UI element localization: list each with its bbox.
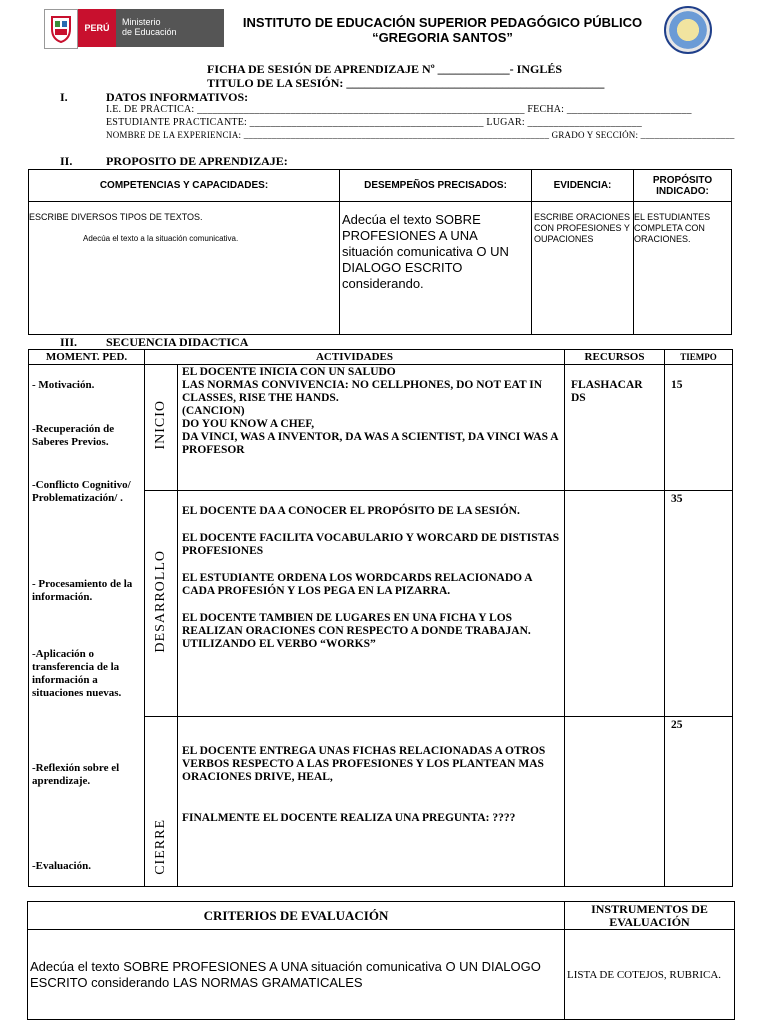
institute-seal-icon [664, 6, 712, 54]
institute-title [230, 15, 655, 45]
session-title-line: TITULO DE LA SESIÓN: ___________________________________________ [207, 76, 605, 90]
instrumentos-header: INSTRUMENTOS DE EVALUACIÓN [565, 902, 735, 930]
instrumento-cell [565, 930, 735, 1020]
section-3-number: III. [60, 335, 78, 349]
moment-header: MOMENT. PED. [29, 350, 145, 365]
cierre-recursos-cell [565, 717, 665, 887]
desarrollo-tiempo-cell [665, 491, 733, 717]
estudiante-field: ESTUDIANTE PRACTICANTE: _____________________________________________ LUGAR: ______________________ [106, 117, 642, 128]
experiencia-field: NOMBRE DE LA EXPERIENCIA: _________________________________________________________________ GRADO Y SECCIÓN: ____________________ [106, 130, 735, 140]
inicio-recursos-cell [565, 365, 665, 491]
desempenos-header: DESEMPEÑOS PRECISADOS: [340, 170, 532, 202]
institute-name: INSTITUTO DE EDUCACIÓN SUPERIOR PEDAGÓGICO PÚBLICO [242, 15, 643, 30]
desarrollo-activities-cell [178, 491, 565, 717]
phase-desarrollo-label: DESARROLLO [153, 549, 168, 653]
section-1-number: I. [60, 90, 68, 104]
section-2-number: II. [60, 154, 73, 168]
inicio-activity-5: DA VINCI, WAS A INVENTOR, DA WAS A SCIENTIST, DA VINCI WAS A PROFESOR [182, 431, 558, 456]
section-3-title: SECUENCIA DIDACTICA [106, 335, 249, 349]
competencias-cell [29, 202, 340, 335]
cierre-tiempo: 25 [671, 719, 683, 731]
proposito-indicado-cell [634, 202, 732, 335]
proposito-table [28, 169, 732, 335]
desempeno-text: Adecúa el texto SOBRE PROFESIONES A UNA situación comunicativa O UN DIALOGO ESCRITO considerando. [342, 212, 509, 291]
phase-cierre-cell [145, 717, 178, 887]
moment-reflexion: -Reflexión sobre el aprendizaje. [32, 762, 120, 787]
tiempo-header: TIEMPO [665, 350, 733, 365]
desempeno-cell [340, 202, 532, 335]
phase-desarrollo-cell [145, 491, 178, 717]
logo-country-label: PERÚ [78, 9, 116, 47]
ficha-title: FICHA DE SESIÓN DE APRENDIZAJE Nº ____________- INGLÉS [207, 62, 563, 76]
cierre-tiempo-cell [665, 717, 733, 887]
instrumento-text: LISTA DE COTEJOS, RUBRICA. [567, 968, 722, 981]
desarrollo-activity-2: EL DOCENTE FACILITA VOCABULARIO Y WORCARD DE DISTISTAS PROFESIONES [182, 532, 560, 557]
evidencia-text: ESCRIBE ORACIONES CON PROFESIONES Y OUPACIONES [534, 212, 631, 244]
inicio-tiempo: 15 [671, 379, 683, 391]
phase-inicio-cell [145, 365, 178, 491]
peru-shield-icon [44, 9, 78, 49]
institute-subname: “GREGORIA SANTOS” [372, 30, 513, 45]
moment-saberes-previos: -Recuperación de Saberes Previos. [32, 423, 115, 448]
inicio-activity-1: EL DOCENTE INICIA CON UN SALUDO [182, 366, 396, 378]
criterios-header: CRITERIOS DE EVALUACIÓN [28, 902, 565, 930]
moments-cell [29, 365, 145, 887]
proposito-indicado-text: EL ESTUDIANTES COMPLETA CON ORACIONES. [634, 212, 711, 244]
cierre-activities-cell [178, 717, 565, 887]
competencias-header: COMPETENCIAS Y CAPACIDADES: [29, 170, 340, 202]
desarrollo-activity-3: EL ESTUDIANTE ORDENA LOS WORDCARDS RELACIONADO A CADA PROFESIÓN Y LOS PEGA EN LA PIZARRA. [182, 572, 532, 597]
secuencia-table [28, 349, 733, 887]
moment-aplicacion: -Aplicación o transferencia de la información a situaciones nuevas. [32, 648, 122, 699]
evidencia-header: EVIDENCIA: [532, 170, 634, 202]
criterio-text: Adecúa el texto SOBRE PROFESIONES A UNA situación comunicativa O UN DIALOGO ESCRITO considerando LAS NORMAS GRAMATICALES [30, 958, 541, 990]
desarrollo-activity-1: EL DOCENTE DA A CONOCER EL PROPÓSITO DE LA SESIÓN. [182, 505, 520, 517]
section-2-title: PROPOSITO DE APRENDIZAJE: [106, 154, 288, 168]
inicio-tiempo-cell [665, 365, 733, 491]
evidencia-cell [532, 202, 634, 335]
inicio-recurso: FLASHACAR DS [571, 379, 643, 404]
desarrollo-recursos-cell [565, 491, 665, 717]
moment-motivacion: - Motivación. [32, 379, 95, 391]
logo-ministry-label [116, 9, 224, 47]
inicio-activity-4: DO YOU KNOW A CHEF, [182, 418, 315, 430]
cierre-activity-2: FINALMENTE EL DOCENTE REALIZA UNA PREGUNTA: ???? [182, 812, 516, 824]
criterios-table [27, 901, 735, 1020]
moment-conflicto: -Conflicto Cognitivo/ Problematización/ . [32, 479, 131, 504]
section-1-title: DATOS INFORMATIVOS: [106, 90, 249, 104]
inicio-activities-cell [178, 365, 565, 491]
logo-ministry-line1: Ministerio [122, 17, 161, 27]
proposito-header: PROPÓSITO INDICADO: [634, 170, 732, 202]
competencia-text: ESCRIBE DIVERSOS TIPOS DE TEXTOS. [29, 212, 203, 222]
ministry-logo [44, 9, 224, 47]
cierre-activity-1: EL DOCENTE ENTREGA UNAS FICHAS RELACIONADAS A OTROS VERBOS RESPECTO A LAS PROFESIONES Y LOS PLANTEAN MAS ORACIONES DRIVE, HEAL, [182, 745, 546, 783]
logo-ministry-line2: de Educación [122, 27, 177, 37]
inicio-activity-2: LAS NORMAS CONVIVENCIA: NO CELLPHONES, DO NOT EAT IN CLASSES, RISE THE HANDS. [182, 379, 543, 404]
inicio-activity-3: (CANCION) [182, 405, 245, 417]
actividades-header: ACTIVIDADES [145, 350, 565, 365]
ie-practica-field: I.E. DE PRÁCTICA: _______________________________________________________________ FECHA: ________________________ [106, 104, 692, 115]
desarrollo-activity-4: EL DOCENTE TAMBIEN DE LUGARES EN UNA FICHA Y LOS REALIZAN ORACIONES CON RESPECTO A DONDE TRABAJAN. UTILIZANDO EL VERBO “WORKS” [182, 612, 531, 650]
capacidad-text: Adecúa el texto a la situación comunicativa. [83, 234, 239, 243]
desarrollo-tiempo: 35 [671, 493, 683, 505]
phase-cierre-label: CIERRE [153, 819, 168, 875]
phase-inicio-label: INICIO [153, 400, 168, 450]
moment-procesamiento: - Procesamiento de la información. [32, 578, 133, 603]
moment-evaluacion: -Evaluación. [32, 860, 91, 872]
recursos-header: RECURSOS [565, 350, 665, 365]
criterio-cell [28, 930, 565, 1020]
